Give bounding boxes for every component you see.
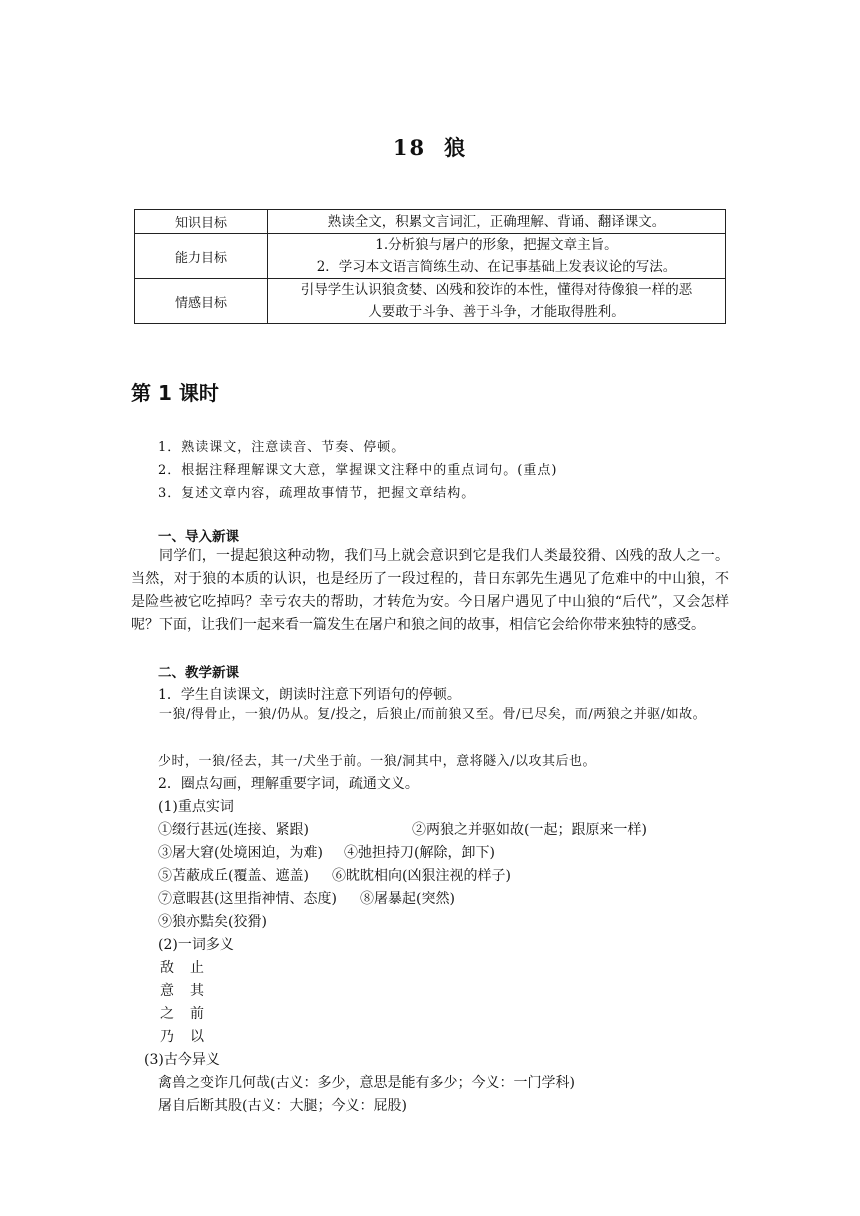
goals-table: [134, 209, 726, 324]
goal-text: [268, 279, 726, 324]
goal-text-line: 人要敢于斗争、善于斗争，才能取得胜利。: [368, 304, 625, 320]
polysemy-row: [160, 980, 220, 1000]
goal-row-emotion: [135, 279, 726, 324]
word-entry: ②两狼之并驱如故(一起；跟原来一样): [412, 822, 647, 838]
step-text: 2．圈点勾画，理解重要字词，疏通文义。: [158, 776, 419, 792]
goal-row-ability: [135, 234, 726, 279]
page-title: [0, 132, 860, 162]
word-entry: ⑦意暇甚(这里指神情、态度): [158, 891, 337, 907]
polysemy-word: 前: [190, 1006, 204, 1022]
word-entry: ⑥眈眈相向(凶狠注视的样子): [332, 868, 511, 884]
word-entry: ①缀行甚远(连接、紧跟): [158, 822, 309, 838]
goal-row-knowledge: [135, 210, 726, 234]
polysemy-word: 其: [190, 983, 204, 999]
word-entry: ③屠大窘(处境困迫，为难): [158, 845, 323, 861]
goal-label: 知识目标: [135, 210, 268, 234]
lesson-title: 第 1 课时: [131, 381, 219, 405]
lesson-name: 狼: [444, 135, 468, 160]
word-entry: ⑨狼亦黠矣(狡猾): [158, 914, 267, 930]
polysemy-word: 意: [160, 983, 174, 999]
objective-item: 2．根据注释理解课文大意，掌握课文注释中的重点词句。(重点): [158, 463, 558, 478]
intro-paragraph: 同学们，一提起狼这种动物，我们马上就会意识到它是我们人类最狡猾、凶残的敌人之一。当然，对于狼的本质的认识，也是经历了一段过程的，昔日东郭先生遇见了危难中的中山狼，不是险些被它吃掉吗？幸亏农夫的帮助，才转危为安。今日屠户遇见了中山狼的“后代”，又会怎样呢？下面，让我们一起来看一篇发生在屠户和狼之间的故事，相信它会给你带来独特的感受。: [131, 548, 729, 633]
word-entry: ④弛担持刀(解除，卸下): [344, 845, 495, 861]
goal-text: [268, 234, 726, 279]
ancient-meaning-entry: 禽兽之变诈几何哉(古义：多少，意思是能有多少；今义：一门学科): [158, 1075, 575, 1091]
polysemy-word: 乃: [160, 1029, 174, 1045]
polysemy-row: [160, 1003, 220, 1023]
word-entry: ⑤苫蔽成丘(覆盖、遮盖): [158, 868, 309, 884]
goal-text-line: 1.分析狼与屠户的形象，把握文章主旨。: [375, 237, 618, 253]
word-entry: ⑧屠暴起(突然): [360, 891, 455, 907]
goal-text-line: 2．学习本文语言简练生动、在记事基础上发表议论的写法。: [316, 259, 677, 275]
objective-item: 3．复述文章内容，疏理故事情节，把握文章结构。: [158, 486, 476, 501]
polysemy-word: 敌: [160, 960, 174, 976]
goal-text-line: 引导学生认识狼贪婪、凶残和狡诈的本性，懂得对待像狼一样的恶: [300, 282, 693, 298]
goal-label: 能力目标: [135, 234, 268, 279]
polysemy-word: 以: [190, 1029, 204, 1045]
sub-heading: (3)古今异义: [144, 1052, 220, 1068]
step-text: 1．学生自读课文，朗读时注意下列语句的停顿。: [158, 687, 461, 703]
polysemy-word: 之: [160, 1006, 174, 1022]
goal-label: 情感目标: [135, 279, 268, 324]
polysemy-word: 止: [190, 960, 204, 976]
objective-item: 1．熟读课文，注意读音、节奏、停顿。: [158, 440, 406, 455]
section-heading: 一、导入新课: [158, 529, 239, 545]
polysemy-row: [160, 1026, 220, 1046]
sub-heading: (1)重点实词: [158, 799, 234, 815]
pause-example: 一狼/得骨止，一狼/仍从。复/投之，后狼止/而前狼又至。骨/已尽矣，而/两狼之并驱/如故。: [159, 707, 707, 722]
sub-heading: (2)一词多义: [158, 937, 234, 953]
pause-example: 少时，一狼/径去，其一/犬坐于前。一狼/洞其中，意将隧入/以攻其后也。: [158, 754, 597, 769]
polysemy-row: [160, 957, 220, 977]
section-heading: 二、教学新课: [158, 665, 239, 681]
lesson-number: 18: [392, 135, 427, 160]
goal-text: 熟读全文，积累文言词汇，正确理解、背诵、翻译课文。: [268, 210, 726, 234]
ancient-meaning-entry: 屠自后断其股(古义：大腿；今义：屁股): [158, 1098, 407, 1114]
